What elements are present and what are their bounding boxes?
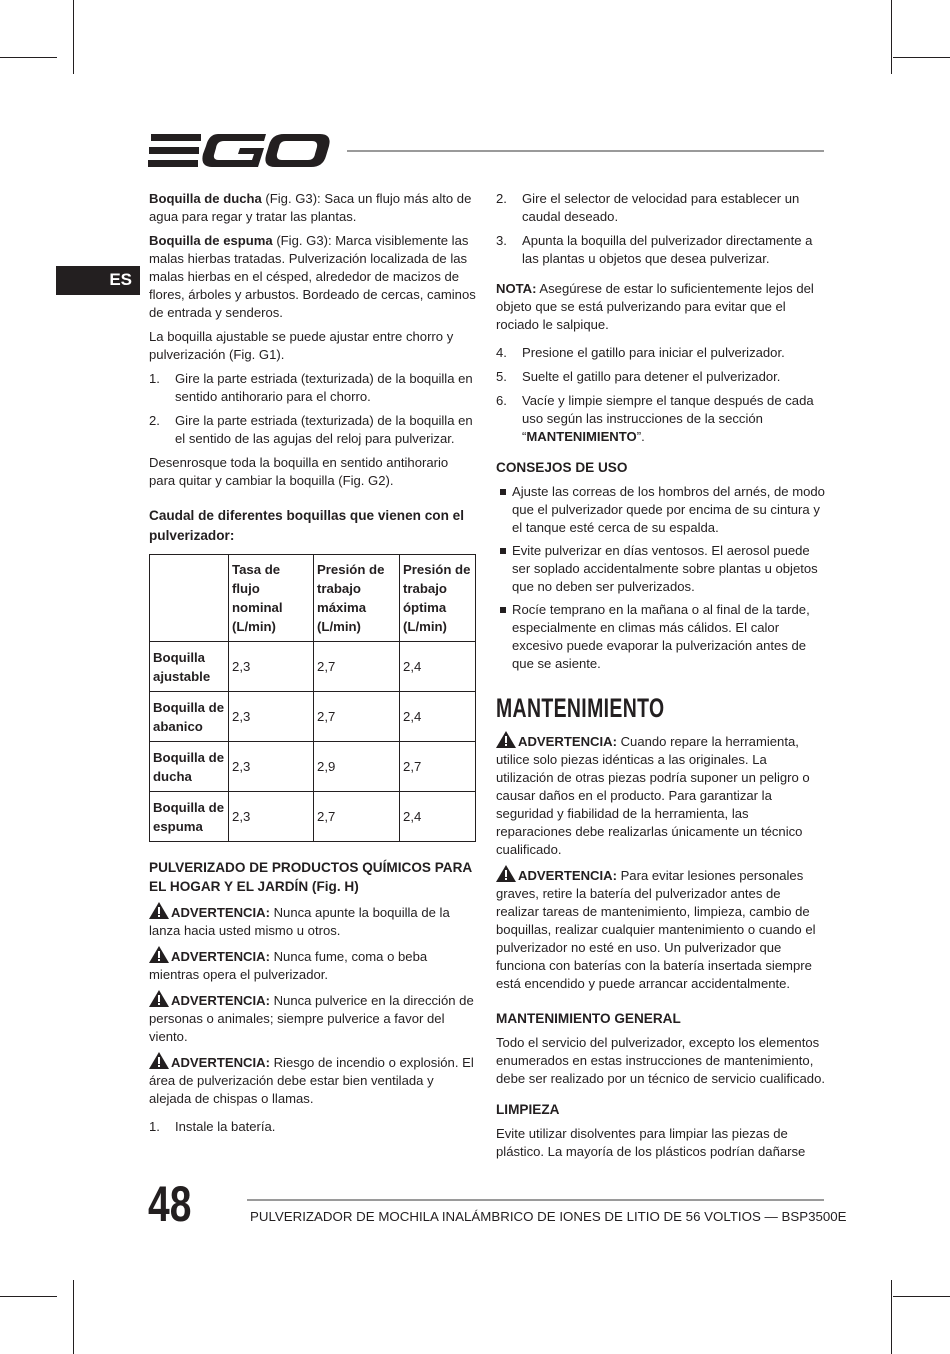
item-text: Apunta la boquilla del pulverizador directamente a las plantas u objetos que desea pulverizar. [522, 233, 813, 266]
left-column [149, 190, 477, 1142]
table-cell: 2,3 [229, 692, 314, 742]
warning-icon [149, 946, 169, 963]
crop-mark [0, 57, 57, 58]
table-cell: 2,7 [314, 692, 400, 742]
text: ”. [636, 429, 645, 444]
section-heading-chemicals: PULVERIZADO DE PRODUCTOS QUÍMICOS PARA EL HOGAR Y EL JARDÍN (Fig. H) [149, 860, 472, 894]
warning-text: Para evitar lesiones personales graves, retire la batería del pulverizador antes de realizar tareas de mantenimiento, limpieza, cambio de boquillas, realizar cualquier mantenimiento o cuando el pulverizador no esté en uso. Un pulverizador que funciona con baterías con la batería insertada siempre está encendido y puede arrancar accidentalmente. [496, 868, 816, 991]
crop-mark [73, 1280, 74, 1354]
section-heading-cleaning: LIMPIEZA [496, 1102, 560, 1117]
section-reference: MANTENIMIENTO [526, 429, 637, 444]
footer-rule [247, 1199, 824, 1201]
item-number: 2. [496, 191, 507, 206]
warning-label: ADVERTENCIA: [171, 905, 270, 920]
crop-mark [893, 1296, 950, 1297]
section-heading-general: MANTENIMIENTO GENERAL [496, 1011, 681, 1026]
crop-mark [73, 0, 74, 74]
warning-icon [149, 902, 169, 919]
list-item [149, 1118, 477, 1136]
row-header: Boquilla de espuma [150, 792, 229, 842]
note-label: NOTA: [496, 281, 537, 296]
warning-text: Riesgo de incendio o explosión. El área de pulverización debe estar bien ventilada y alejada de chispas o llamas. [149, 1055, 474, 1106]
warning-icon [149, 1052, 169, 1069]
warning-icon [496, 731, 516, 748]
bullet-item [496, 542, 826, 596]
list-item [149, 412, 477, 448]
bullet-icon [496, 483, 512, 537]
table-cell: 2,3 [229, 742, 314, 792]
header-rule [347, 150, 824, 152]
warning [149, 1052, 477, 1108]
bullet-text: Evite pulverizar en días ventosos. El aerosol puede ser soplado accidentalmente sobre plantas u objetos que no deben ser pulverizados. [512, 543, 818, 594]
crop-mark [891, 0, 892, 74]
bullet-icon [496, 542, 512, 596]
item-number: 1. [149, 371, 160, 386]
item-text: Gire el selector de velocidad para establecer un caudal deseado. [522, 191, 800, 224]
section-title-maintenance: MANTENIMIENTO [496, 693, 665, 723]
right-column [496, 190, 826, 1167]
header-cell: Presión de trabajo óptima (L/min) [400, 555, 476, 642]
paragraph-cleaning: Evite utilizar disolventes para limpiar las piezas de plástico. La mayoría de los plásticos podrían dañarse [496, 1126, 806, 1159]
paragraph-shower-nozzle [149, 190, 477, 226]
item-text: Gire la parte estriada (texturizada) de la boquilla en el sentido de las agujas del reloj para pulverizar. [175, 413, 473, 446]
term: Boquilla de ducha [149, 191, 262, 206]
warning [149, 902, 477, 940]
item-text: Suelte el gatillo para detener el pulverizador. [522, 369, 781, 384]
warning-label: ADVERTENCIA: [171, 993, 270, 1008]
warning-text: Cuando repare la herramienta, utilice solo piezas idénticas a las originales. La utilización de otras piezas podría suponer un peligro o causar daños en el producto. Para garantizar la seguridad y fiabilidad de la herramienta, las reparaciones debe realizarlas únicamente un técnico cualificado. [496, 734, 810, 857]
bullet-text: Rocíe temprano en la mañana o al final de la tarde, especialmente en climas más cálidos. El calor excesivo puede evaporar la pulverización antes de que se asiente. [512, 602, 810, 671]
warning [496, 865, 826, 993]
warning-label: ADVERTENCIA: [518, 868, 617, 883]
flow-rate-table [149, 554, 476, 842]
bullet-item [496, 601, 826, 673]
table-cell: 2,3 [229, 642, 314, 692]
warning-text: Nunca fume, coma o beba mientras opera el pulverizador. [149, 949, 428, 982]
section-heading-tips: CONSEJOS DE USO [496, 460, 628, 475]
page-number: 48 [148, 1176, 192, 1232]
item-text: Presione el gatillo para iniciar el pulverizador. [522, 345, 785, 360]
warning [496, 731, 826, 859]
table-row [150, 642, 476, 692]
header-cell: Presión de trabajo máxima (L/min) [314, 555, 400, 642]
table-cell: 2,4 [400, 642, 476, 692]
item-number: 1. [149, 1119, 160, 1134]
table-row [150, 742, 476, 792]
item-number: 3. [496, 233, 507, 248]
table-cell: 2,4 [400, 792, 476, 842]
item-text: Gire la parte estriada (texturizada) de la boquilla en sentido antihorario para el chorro. [175, 371, 473, 404]
language-tab-label: ES [109, 270, 132, 289]
crop-mark [891, 1280, 892, 1354]
warning-text: Nunca apunte la boquilla de la lanza hacia usted mismo u otros. [149, 905, 450, 938]
row-header: Boquilla ajustable [150, 642, 229, 692]
row-header: Boquilla de abanico [150, 692, 229, 742]
crop-mark [893, 57, 950, 58]
table-cell: 2,7 [314, 792, 400, 842]
table-row [150, 792, 476, 842]
list-item [496, 344, 826, 362]
term: Boquilla de espuma [149, 233, 273, 248]
table-title: Caudal de diferentes boquillas que vienen con el pulverizador: [149, 508, 464, 543]
warning-text: Nunca pulverice en la dirección de personas o animales; siempre pulverice a favor del viento. [149, 993, 474, 1044]
note [496, 280, 826, 334]
warning-icon [496, 865, 516, 882]
item-number: 4. [496, 345, 507, 360]
table-cell: 2,3 [229, 792, 314, 842]
header-cell [150, 555, 229, 642]
table-cell: 2,4 [400, 692, 476, 742]
header-cell: Tasa de flujo nominal (L/min) [229, 555, 314, 642]
item-text: Instale la batería. [175, 1119, 276, 1134]
list-item [496, 232, 826, 268]
crop-mark [0, 1296, 57, 1297]
table-cell: 2,9 [314, 742, 400, 792]
item-number: 2. [149, 413, 160, 428]
warning-label: ADVERTENCIA: [171, 949, 270, 964]
item-text [522, 392, 826, 446]
bullet-text: Ajuste las correas de los hombros del arnés, de modo que el pulverizador quede por encima de su cintura y el tanque esté cerca de su espalda. [512, 484, 825, 535]
row-header: Boquilla de ducha [150, 742, 229, 792]
logo-text: EGO [148, 128, 151, 129]
table-header-row [150, 555, 476, 642]
text: (Fig. G3): Marca visiblemente las malas hierbas tratadas. Pulverización localizada de las malas hierbas en el césped, alrededor de macizos de flores, árboles y arbustos. Bordeado de cercas, caminos de entrada y senderos. [149, 233, 476, 320]
paragraph-general: Todo el servicio del pulverizador, excepto los elementos enumerados en estas instrucciones de mantenimiento, debe ser realizado por un técnico de servicio cualificado. [496, 1035, 825, 1086]
warning-label: ADVERTENCIA: [171, 1055, 270, 1070]
table-row [150, 692, 476, 742]
language-tab [56, 266, 140, 295]
list-item [149, 370, 477, 406]
warning [149, 946, 477, 984]
text: (Fig. G3): Saca un flujo más alto de agua para regar y tratar las plantas. [149, 191, 472, 224]
text: Vacíe y limpie siempre el tanque después de cada uso según las instrucciones de la sección “ [522, 393, 814, 444]
list-item [496, 392, 826, 446]
list-item [496, 190, 826, 226]
footer-title: PULVERIZADOR DE MOCHILA INALÁMBRICO DE IONES DE LITIO DE 56 VOLTIOS — BSP3500E [250, 1209, 847, 1224]
table-cell: 2,7 [314, 642, 400, 692]
list-item [496, 368, 826, 386]
paragraph-adjustable: La boquilla ajustable se puede ajustar entre chorro y pulverización (Fig. G1). [149, 329, 454, 362]
warning-icon [149, 990, 169, 1007]
paragraph-foam-nozzle [149, 232, 477, 322]
warning-label: ADVERTENCIA: [518, 734, 617, 749]
note-text: Asegúrese de estar lo suficientemente lejos del objeto que se está pulverizando para evitar que el rociado le salpique. [496, 281, 814, 332]
ego-logo [148, 128, 332, 172]
paragraph-unscrew: Desenrosque toda la boquilla en sentido antihorario para quitar y cambiar la boquilla (Fig. G2). [149, 455, 449, 488]
table-cell: 2,7 [400, 742, 476, 792]
warning [149, 990, 477, 1046]
item-number: 6. [496, 393, 507, 408]
bullet-icon [496, 601, 512, 673]
item-number: 5. [496, 369, 507, 384]
bullet-item [496, 483, 826, 537]
